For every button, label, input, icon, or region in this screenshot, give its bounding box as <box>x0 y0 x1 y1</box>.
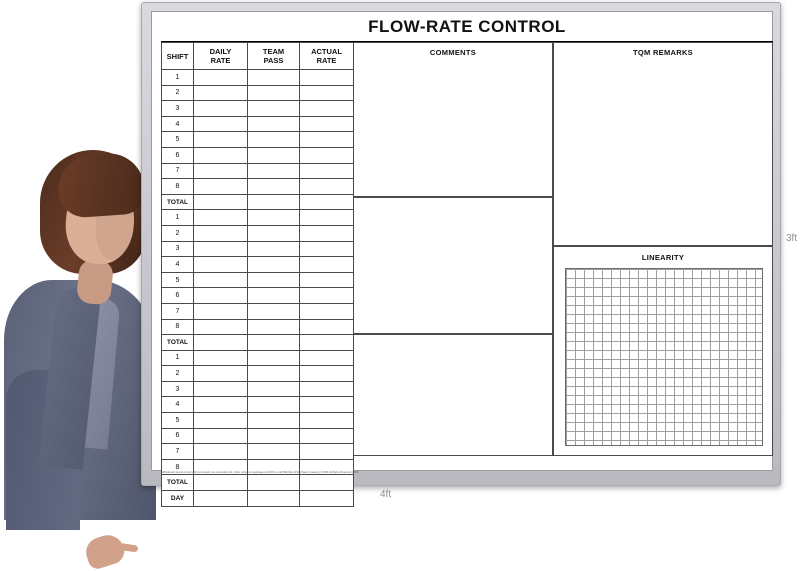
table-row[interactable] <box>162 147 354 163</box>
presenter-hand <box>82 531 127 571</box>
cell-team-pass-day[interactable] <box>248 491 300 507</box>
cell-daily-rate[interactable] <box>194 101 248 117</box>
cell-daily-rate[interactable] <box>194 257 248 273</box>
cell-actual-rate[interactable] <box>300 116 354 132</box>
table-row[interactable] <box>162 132 354 148</box>
cell-team-pass[interactable] <box>248 116 300 132</box>
table-row[interactable] <box>162 350 354 366</box>
row-label: 1 <box>162 210 194 226</box>
cell-daily-rate-total[interactable] <box>194 335 248 351</box>
right-column <box>553 42 773 470</box>
cell-daily-rate[interactable] <box>194 350 248 366</box>
cell-team-pass[interactable] <box>248 132 300 148</box>
column-header-shift: SHIFT <box>162 43 194 70</box>
linearity-title: LINEARITY <box>641 253 685 262</box>
table-row[interactable] <box>162 381 354 397</box>
cell-actual-rate[interactable] <box>300 163 354 179</box>
cell-daily-rate-day[interactable] <box>194 491 248 507</box>
board-title-bar <box>161 13 773 42</box>
table-row[interactable] <box>162 85 354 101</box>
cell-team-pass[interactable] <box>248 350 300 366</box>
row-label: 3 <box>162 381 194 397</box>
row-label-total: TOTAL <box>162 194 194 210</box>
row-label-total: TOTAL <box>162 475 194 491</box>
table-row[interactable] <box>162 397 354 413</box>
cell-actual-rate[interactable] <box>300 272 354 288</box>
table-row[interactable] <box>162 241 354 257</box>
cell-actual-rate[interactable] <box>300 397 354 413</box>
row-label: 2 <box>162 366 194 382</box>
dimension-label-width: 4ft <box>380 489 392 500</box>
row-label: 4 <box>162 257 194 273</box>
row-label-total: TOTAL <box>162 335 194 351</box>
presenter-hair-front <box>56 151 146 219</box>
row-label: 5 <box>162 132 194 148</box>
cell-team-pass[interactable] <box>248 428 300 444</box>
comments-panel-middle[interactable] <box>353 197 553 334</box>
table-row[interactable] <box>162 70 354 86</box>
cell-daily-rate[interactable] <box>194 381 248 397</box>
cell-team-pass[interactable] <box>248 444 300 460</box>
cell-team-pass[interactable] <box>248 241 300 257</box>
cell-team-pass[interactable] <box>248 413 300 429</box>
cell-actual-rate[interactable] <box>300 288 354 304</box>
cell-actual-rate[interactable] <box>300 413 354 429</box>
cell-team-pass-total[interactable] <box>248 335 300 351</box>
presenter-face-shadow <box>96 190 136 260</box>
column-header-team-pass: TEAM PASS <box>248 43 300 70</box>
table-row[interactable] <box>162 366 354 382</box>
table-total-row[interactable] <box>162 194 354 210</box>
comments-title: COMMENTS <box>429 48 477 57</box>
comments-panel-bottom[interactable] <box>353 334 553 456</box>
cell-actual-rate[interactable] <box>300 225 354 241</box>
row-label: 5 <box>162 413 194 429</box>
cell-daily-rate[interactable] <box>194 225 248 241</box>
table-row[interactable] <box>162 116 354 132</box>
cell-team-pass-total[interactable] <box>248 194 300 210</box>
cell-daily-rate[interactable] <box>194 241 248 257</box>
table-row[interactable] <box>162 319 354 335</box>
cell-daily-rate[interactable] <box>194 272 248 288</box>
row-label: 2 <box>162 225 194 241</box>
row-label: 8 <box>162 179 194 195</box>
cell-daily-rate[interactable] <box>194 70 248 86</box>
cell-actual-rate[interactable] <box>300 70 354 86</box>
linearity-grid[interactable] <box>565 268 763 446</box>
table-row[interactable] <box>162 303 354 319</box>
cell-actual-rate[interactable] <box>300 381 354 397</box>
cell-daily-rate[interactable] <box>194 303 248 319</box>
cell-team-pass[interactable] <box>248 179 300 195</box>
cell-actual-rate[interactable] <box>300 428 354 444</box>
row-label: 6 <box>162 428 194 444</box>
column-header-daily-rate: DAILY RATE <box>194 43 248 70</box>
cell-actual-rate[interactable] <box>300 303 354 319</box>
row-label: 7 <box>162 303 194 319</box>
row-label: 8 <box>162 459 194 475</box>
cell-team-pass[interactable] <box>248 272 300 288</box>
table-row[interactable] <box>162 210 354 226</box>
cell-team-pass[interactable] <box>248 85 300 101</box>
row-label: 4 <box>162 116 194 132</box>
cell-daily-rate[interactable] <box>194 147 248 163</box>
table-header-row <box>162 43 354 70</box>
row-label: 3 <box>162 241 194 257</box>
presenter-jacket-lapel <box>39 286 102 470</box>
cell-team-pass[interactable] <box>248 397 300 413</box>
cell-team-pass[interactable] <box>248 101 300 117</box>
presenter-hair-back <box>40 150 146 274</box>
table-row[interactable] <box>162 444 354 460</box>
shift-table <box>161 42 354 507</box>
cell-daily-rate[interactable] <box>194 132 248 148</box>
table-total-row[interactable] <box>162 475 354 491</box>
row-label: 7 <box>162 444 194 460</box>
table-row[interactable] <box>162 428 354 444</box>
cell-team-pass[interactable] <box>248 303 300 319</box>
cell-daily-rate[interactable] <box>194 163 248 179</box>
table-row[interactable] <box>162 413 354 429</box>
cell-daily-rate[interactable] <box>194 179 248 195</box>
table-row[interactable] <box>162 101 354 117</box>
cell-actual-rate[interactable] <box>300 147 354 163</box>
row-label: 8 <box>162 319 194 335</box>
cell-daily-rate[interactable] <box>194 366 248 382</box>
cell-team-pass[interactable] <box>248 257 300 273</box>
row-label: 2 <box>162 85 194 101</box>
row-label: 1 <box>162 70 194 86</box>
comments-panel-top[interactable] <box>353 42 553 197</box>
shift-table-body <box>162 70 354 507</box>
row-label-day: DAY <box>162 491 194 507</box>
table-row[interactable] <box>162 179 354 195</box>
table-day-row[interactable] <box>162 491 354 507</box>
cell-team-pass[interactable] <box>248 210 300 226</box>
cell-actual-rate-total[interactable] <box>300 475 354 491</box>
cell-actual-rate[interactable] <box>300 319 354 335</box>
row-label: 4 <box>162 397 194 413</box>
cell-daily-rate[interactable] <box>194 288 248 304</box>
cell-daily-rate[interactable] <box>194 413 248 429</box>
cell-actual-rate[interactable] <box>300 132 354 148</box>
cell-actual-rate[interactable] <box>300 210 354 226</box>
cell-actual-rate[interactable] <box>300 101 354 117</box>
table-row[interactable] <box>162 257 354 273</box>
row-label: 6 <box>162 147 194 163</box>
cell-actual-rate[interactable] <box>300 350 354 366</box>
comments-column <box>353 42 553 470</box>
tqm-remarks-panel[interactable] <box>553 42 773 246</box>
cell-team-pass-total[interactable] <box>248 475 300 491</box>
row-label: 1 <box>162 350 194 366</box>
cell-daily-rate[interactable] <box>194 210 248 226</box>
tqm-remarks-title: TQM REMARKS <box>633 48 693 57</box>
board-footnote: Whiteboard layout printed with permanent non-removable ink. Order online at magnatag.com/FRC or call 800-624-4154 | Patent Catalog | ©2016 All Rights Reserved #FRC <box>162 471 360 474</box>
cell-daily-rate-total[interactable] <box>194 194 248 210</box>
table-total-row[interactable] <box>162 335 354 351</box>
linearity-panel[interactable] <box>553 246 773 456</box>
column-header-actual-rate: ACTUAL RATE <box>300 43 354 70</box>
cell-actual-rate-day[interactable] <box>300 491 354 507</box>
cell-actual-rate[interactable] <box>300 444 354 460</box>
cell-team-pass[interactable] <box>248 225 300 241</box>
presenter-neck <box>76 258 114 305</box>
cell-daily-rate[interactable] <box>194 397 248 413</box>
presenter-head <box>63 176 137 267</box>
cell-team-pass[interactable] <box>248 366 300 382</box>
cell-daily-rate[interactable] <box>194 116 248 132</box>
row-label: 3 <box>162 101 194 117</box>
dimension-label-height: 3ft <box>786 233 798 244</box>
cell-daily-rate-total[interactable] <box>194 475 248 491</box>
cell-actual-rate-total[interactable] <box>300 194 354 210</box>
presenter-torso <box>4 280 156 520</box>
cell-actual-rate[interactable] <box>300 85 354 101</box>
table-row[interactable] <box>162 163 354 179</box>
cell-actual-rate[interactable] <box>300 257 354 273</box>
table-row[interactable] <box>162 225 354 241</box>
presenter-arm <box>6 370 80 530</box>
cell-team-pass[interactable] <box>248 163 300 179</box>
row-label: 7 <box>162 163 194 179</box>
presenter-shirt <box>66 296 121 449</box>
row-label: 5 <box>162 272 194 288</box>
presenter-finger <box>116 543 139 553</box>
cell-team-pass[interactable] <box>248 381 300 397</box>
cell-team-pass[interactable] <box>248 70 300 86</box>
cell-actual-rate[interactable] <box>300 179 354 195</box>
table-row[interactable] <box>162 288 354 304</box>
cell-daily-rate[interactable] <box>194 428 248 444</box>
cell-actual-rate[interactable] <box>300 241 354 257</box>
cell-actual-rate-total[interactable] <box>300 335 354 351</box>
cell-team-pass[interactable] <box>248 288 300 304</box>
row-label: 6 <box>162 288 194 304</box>
table-row[interactable] <box>162 272 354 288</box>
cell-daily-rate[interactable] <box>194 319 248 335</box>
page-title: FLOW-RATE CONTROL <box>368 17 566 36</box>
cell-team-pass[interactable] <box>248 319 300 335</box>
cell-actual-rate[interactable] <box>300 366 354 382</box>
cell-daily-rate[interactable] <box>194 85 248 101</box>
cell-team-pass[interactable] <box>248 147 300 163</box>
cell-daily-rate[interactable] <box>194 444 248 460</box>
